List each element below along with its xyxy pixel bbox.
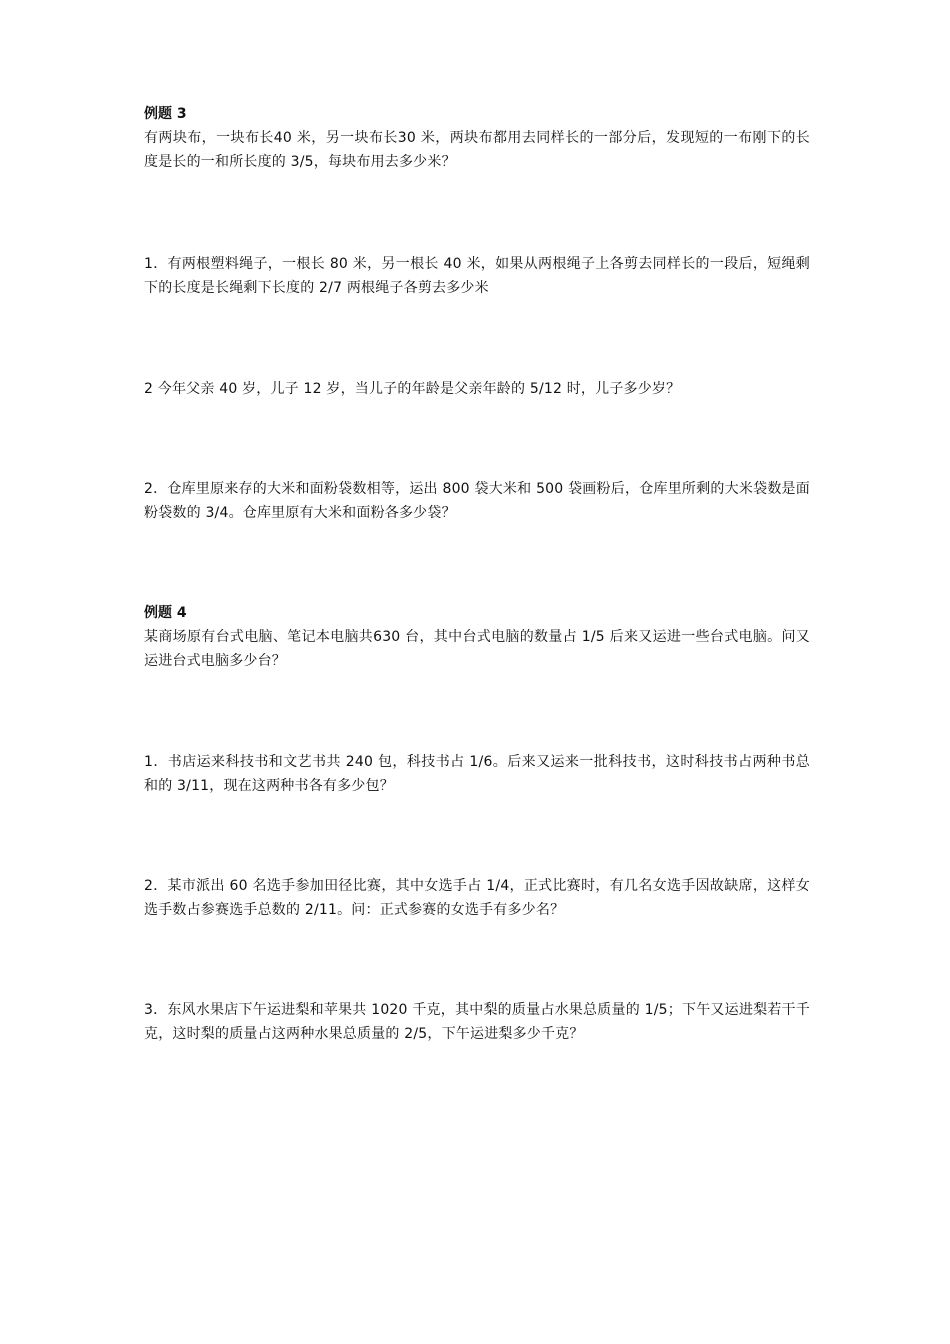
example-3-exercise-2: 2 今年父亲 40 岁，儿子 12 岁，当儿子的年龄是父亲年龄的 5/12 时，儿子多少岁？ bbox=[144, 381, 681, 397]
example-4-exercise-2: 2．某市派出 60 名选手参加田径比赛，其中女选手占 1/4，正式比赛时，有几名女选手因故缺席，这样女选手数占参赛选手总数的 2/11。问：正式参赛的女选手有多少名？ bbox=[144, 878, 810, 918]
example-3-title: 例题 3 bbox=[144, 106, 187, 122]
example-3-problem: 有两块布，一块布长40 米，另一块布长30 米，两块布都用去同样长的一部分后，发现短的一布刚下的长度是长的一和所长度的 3/5，每块布用去多少米？ bbox=[144, 130, 810, 170]
example-4-exercise-1: 1．书店运来科技书和文艺书共 240 包，科技书占 1/6。后来又运来一批科技书，这时科技书占两种书总和的 3/11，现在这两种书各有多少包？ bbox=[144, 754, 810, 794]
example-4-title: 例题 4 bbox=[144, 605, 187, 621]
example-4-exercise-3: 3．东风水果店下午运进梨和苹果共 1020 千克，其中梨的质量占水果总质量的 1/5；下午又运进梨若干千克，这时梨的质量占这两种水果总质量的 2/5，下午运进梨多少千克？ bbox=[144, 1002, 810, 1042]
example-3-exercise-1: 1．有两根塑料绳子，一根长 80 米，另一根长 40 米，如果从两根绳子上各剪去同样长的一段后，短绳剩下的长度是长绳剩下长度的 2/7 两根绳子各剪去多少米 bbox=[144, 256, 810, 296]
example-4-problem: 某商场原有台式电脑、笔记本电脑共630 台，其中台式电脑的数量占 1/5 后来又运进一些台式电脑。问又运进台式电脑多少台？ bbox=[144, 629, 810, 669]
example-3-exercise-3: 2．仓库里原来存的大米和面粉袋数相等，运出 800 袋大米和 500 袋画粉后，仓库里所剩的大米袋数是面粉袋数的 3/4。仓库里原有大米和面粉各多少袋？ bbox=[144, 481, 810, 521]
